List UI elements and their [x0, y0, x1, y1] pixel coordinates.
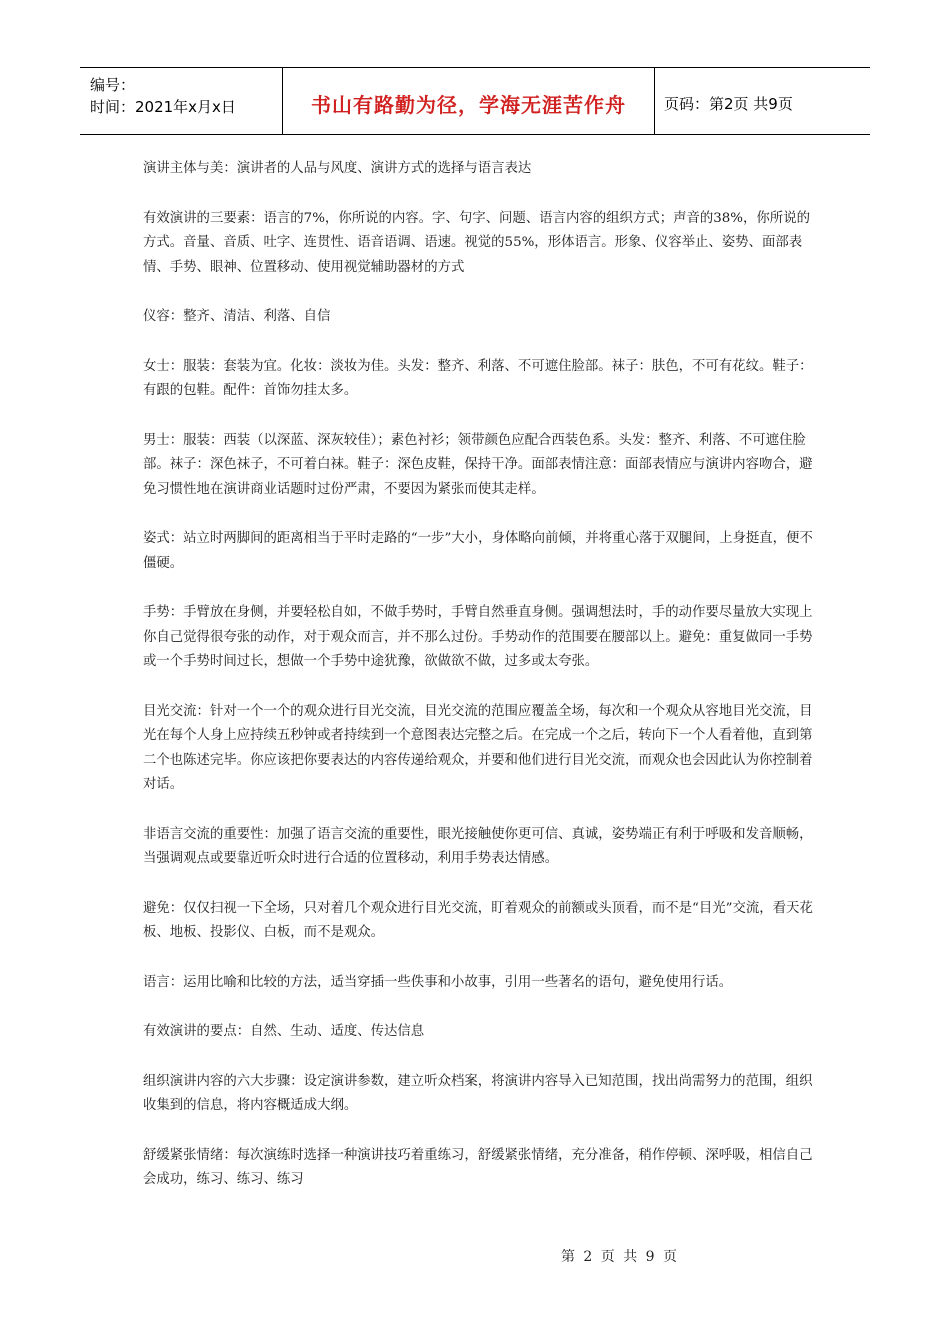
paragraph: 演讲主体与美：演讲者的人品与风度、演讲方式的选择与语言表达 [143, 161, 532, 176]
time-label: 时间：2021年x月x日 [90, 98, 236, 116]
paragraph: 仪容：整齐、清洁、利落、自信 [143, 309, 331, 324]
number-label: 编号： [90, 76, 136, 94]
paragraph: 姿式：站立时两脚间的距离相当于平时走路的“一步”大小，身体略向前倾，并将重心落于双腿间，上身挺直，便不僵硬。 [143, 531, 813, 571]
page-footer: 第 2 页 共 9 页 [560, 1249, 680, 1265]
header-motto: 书山有路勤为径，学海无涯苦作舟 [283, 68, 655, 134]
body-content [143, 157, 815, 1218]
paragraph: 非语言交流的重要性：加强了语言交流的重要性，眼光接触使你更可信、真诚，姿势端正有利于呼吸和发音顺畅，当强调观点或要靠近听众时进行合适的位置移动，利用手势表达情感。 [143, 826, 813, 866]
paragraph: 语言：运用比喻和比较的方法，适当穿插一些佚事和小故事，引用一些著名的语句，避免使用行话。 [143, 974, 733, 990]
header-info-cell [80, 68, 283, 134]
paragraph: 舒缓紧张情绪：每次演练时选择一种演讲技巧着重练习，舒缓紧张情绪，充分准备，稍作停顿、深呼吸，相信自己会成功，练习、练习、练习 [143, 1147, 813, 1187]
paragraph: 有效演讲的要点：自然、生动、适度、传达信息 [143, 1024, 425, 1039]
paragraph: 男士：服装：西装（以深蓝、深灰较佳）；素色衬衫；领带颜色应配合西装色系。头发：整齐、利落、不可遮住脸部。袜子：深色袜子，不可着白袜。鞋子：深色皮鞋，保持干净。面部表情注意：面部表情应与演讲内容吻合，避免习惯性地在演讲商业话题时过份严肃，不要因为紧张而使其走样。 [143, 432, 813, 497]
paragraph: 手势：手臂放在身侧，并要轻松自如，不做手势时，手臂自然垂直身侧。强调想法时，手的动作要尽量放大实现上你自己觉得很夸张的动作，对于观众而言，并不那么过份。手势动作的范围要在腰部以上。避免：重复做同一手势或一个手势时间过长，想做一个手势中途犹豫，欲做欲不做，过多或太夸张。 [143, 605, 813, 669]
paragraph: 组织演讲内容的六大步骤：设定演讲参数，建立听众档案，将演讲内容导入已知范围，找出尚需努力的范围，组织收集到的信息，将内容概适成大纲。 [143, 1073, 813, 1113]
paragraph: 有效演讲的三要素：语言的7%，你所说的内容。字、句字、问题、语言内容的组织方式；声音的38%，你所说的方式。音量、音质、吐字、连贯性、语音语调、语速。视觉的55%，形体语言。形象、仪容举止、姿势、面部表情、手势、眼神、位置移动、使用视觉辅助器材的方式 [143, 210, 810, 275]
header-table [80, 67, 870, 135]
header-page-label: 页码：第2页 共9页 [664, 94, 793, 113]
paragraph: 目光交流：针对一个一个的观众进行目光交流，目光交流的范围应覆盖全场，每次和一个观众从容地目光交流，目光在每个人身上应持续五秒钟或者持续到一个意图表达完整之后。在完成一个之后，转向下一个人看着他，直到第二个也陈述完毕。你应该把你要表达的内容传递给观众，并要和他们进行目光交流，而观众也会因此认为你控制着对话。 [143, 703, 813, 792]
paragraph: 避免：仅仅扫视一下全场，只对着几个观众进行目光交流，盯着观众的前额或头顶看，而不是“目光”交流，看天花板、地板、投影仪、白板，而不是观众。 [143, 900, 813, 940]
paragraph: 女士：服装：套装为宜。化妆：淡妆为佳。头发：整齐、利落、不可遮住脸部。袜子：肤色，不可有花纹。鞋子：有跟的包鞋。配件：首饰勿挂太多。 [143, 358, 813, 398]
